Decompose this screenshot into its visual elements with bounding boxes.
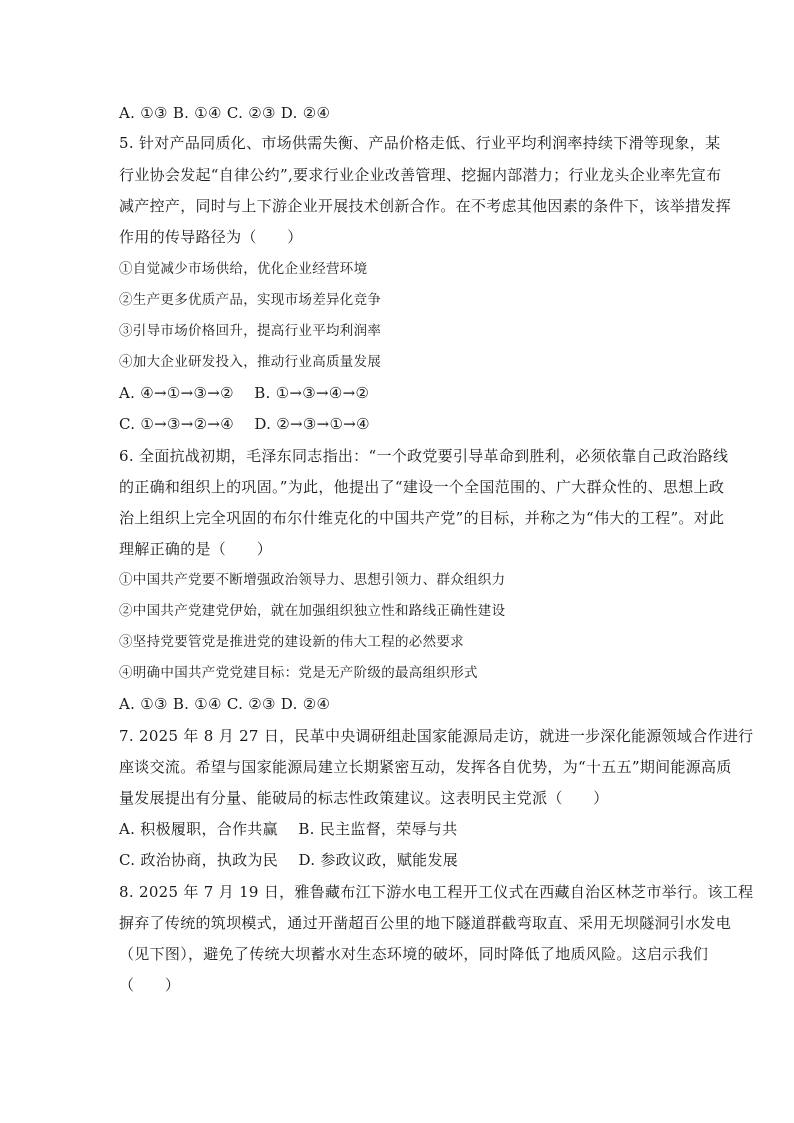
- q5-statement-3: ③引导市场价格回升，提高行业平均利润率: [119, 323, 382, 339]
- q5-statement-1: ①自觉减少市场供给，优化企业经营环境: [119, 261, 368, 277]
- q8-stem-line-1: 8. 2025 年 7 月 19 日，雅鲁藏布江下游水电工程开工仪式在西藏自治区林芝市举行。该工程: [119, 883, 754, 901]
- q7-stem-line-1: 7. 2025 年 8 月 27 日，民革中央调研组赴国家能源局走访，就进一步深化能源领域合作进行: [119, 727, 754, 745]
- q6-statement-4: ④明确中国共产党党建目标：党是无产阶级的最高组织形式: [119, 665, 478, 681]
- q7-stem-line-3: 量发展提出有分量、能破局的标志性政策建议。这表明民主党派（ ）: [119, 789, 609, 807]
- q6-statement-2: ②中国共产党建党伊始，就在加强组织独立性和路线正确性建设: [119, 603, 506, 619]
- q8-stem-line-3: （见下图），避免了传统大坝蓄水对生态环境的破坏，同时降低了地质风险。这启示我们: [119, 945, 709, 963]
- q6-stem-line-4: 理解正确的是（ ）: [119, 540, 273, 558]
- q5-stem-line-4: 作用的传导路径为（ ）: [119, 228, 303, 246]
- q5-answer-options-cd: C. ①→③→②→④ D. ②→③→①→④: [119, 415, 370, 433]
- q7-stem-line-2: 座谈交流。希望与国家能源局建立长期紧密互动，发挥各自优势，为“十五五”期间能源高质: [119, 758, 732, 776]
- q8-stem-line-2: 摒弃了传统的筑坝模式，通过开凿超百公里的地下隧道群截弯取直、采用无坝隧洞引水发电: [119, 914, 732, 932]
- q5-statement-4: ④加大企业研发投入，推动行业高质量发展: [119, 354, 382, 370]
- q7-answer-options-cd: C. 政治协商，执政为民 D. 参政议政，赋能发展: [119, 851, 459, 869]
- q6-stem-line-1: 6. 全面抗战初期，毛泽东同志指出：“一个政党要引导革命到胜利，必须依靠自己政治路线: [119, 447, 729, 465]
- q7-answer-options-ab: A. 积极履职，合作共赢 B. 民主监督，荣辱与共: [119, 820, 458, 838]
- q6-statement-1: ①中国共产党要不断增强政治领导力、思想引领力、群众组织力: [119, 572, 506, 588]
- q5-stem-line-3: 减产控产，同时与上下游企业开展技术创新合作。在不考虑其他因素的条件下，该举措发挥: [119, 197, 732, 215]
- q6-stem-line-3: 治上组织上完全巩固的布尔什维克化的中国共产党”的目标，并称之为“伟大的工程”。对此: [119, 509, 725, 527]
- q6-statement-3: ③坚持党要管党是推进党的建设新的伟大工程的必然要求: [119, 634, 464, 650]
- q5-statement-2: ②生产更多优质产品，实现市场差异化竞争: [119, 292, 382, 308]
- q6-stem-line-2: 的正确和组织上的巩固。”为此，他提出了“建设一个全国范围的、广大群众性的、思想上政: [119, 478, 725, 496]
- q5-answer-options-ab: A. ④→①→③→② B. ①→③→④→②: [119, 384, 370, 402]
- q8-stem-line-4: （ ）: [119, 976, 181, 994]
- q6-answer-options: A. ①③ B. ①④ C. ②③ D. ②④: [119, 695, 331, 713]
- q5-stem-line-2: 行业协会发起“自律公约”,要求行业企业改善管理、挖掘内部潜力；行业龙头企业率先宣布: [119, 166, 722, 184]
- q4-answer-options: A. ①③ B. ①④ C. ②③ D. ②④: [119, 104, 331, 122]
- q5-stem-line-1: 5. 针对产品同质化、市场供需失衡、产品价格走低、行业平均利润率持续下滑等现象，某: [119, 134, 721, 152]
